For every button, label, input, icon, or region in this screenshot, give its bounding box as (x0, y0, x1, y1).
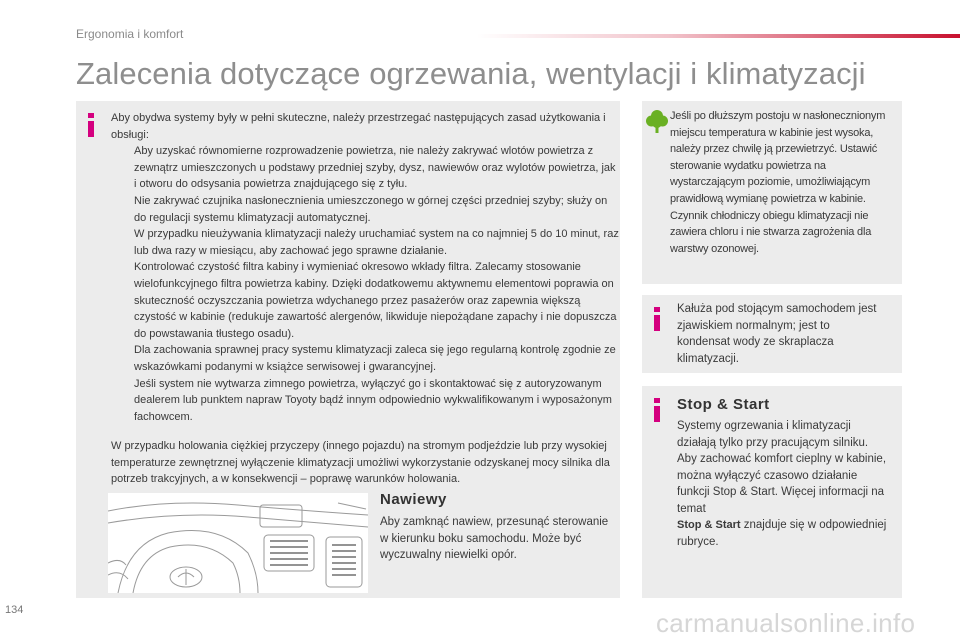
info-icon (649, 307, 665, 331)
section-label: Ergonomia i komfort (76, 27, 184, 41)
stop-start-reference: Stop & Start (677, 519, 741, 531)
vents-text: Aby zamknąć nawiew, przesunąć sterowanie w kierunku boku samochodu. Może być wyczuwalny niewielki opór. (380, 516, 609, 561)
recommendation-list (111, 143, 619, 425)
page-number: 134 (5, 604, 24, 616)
page-title: Zalecenia dotyczące ogrzewania, wentylacji i klimatyzacji (76, 56, 866, 91)
puddle-text: Kałuża pod stojącym samochodem jest zjawiskiem normalnym; jest to kondensat wody ze skraplacza klimatyzacji. (677, 303, 877, 365)
eco-text: Jeśli po dłuższym postoju w nasłonecznionym miejscu temperatura w kabinie jest wysoka, należy przez chwilę ją przewietrzyć. Ustawić sterowanie wydatku powietrza na wystarczającym poziomie, umożliwiającym prawidłową wymianę powietrza w kabinie. Czynnik chłodniczy obiegu klimatyzacji nie zawiera chloru i nie stwarza zagrożenia dla warstwy ozonowej. (670, 110, 886, 255)
info-icon (83, 113, 99, 137)
towing-note: W przypadku holowania ciężkiej przyczepy (innego pojazdu) na stromym podjeździe lub przy wysokiej temperaturze zewnętrznej wyłączenie klimatyzacji umożliwi wykorzystanie odzyskanej mocy silnika dla potrzeb trakcyjnych, a w konsekwencji – poprawę warunków holowania. (111, 440, 610, 486)
list-item: W przypadku nieużywania klimatyzacji należy uruchamiać system na co najmniej 5 do 10 minut, raz lub dwa razy w miesiącu, aby zachować jego sprawne działanie. (134, 228, 619, 257)
list-item: Dla zachowania sprawnej pracy systemu klimatyzacji zaleca się jego regularną kontrolę zgodnie ze wskazówkami podanymi w książce serwisowej i gwarancyjnej. (134, 344, 616, 373)
intro-text: Aby obydwa systemy były w pełni skuteczne, należy przestrzegać następujących zasad użytkowania i obsługi: (111, 112, 606, 141)
eco-tip-panel (642, 101, 902, 284)
stop-start-text: Systemy ogrzewania i klimatyzacji działają tylko przy pracującym silniku. Aby zachować komfort cieplny w kabinie, można wyłączyć czasowo działanie funkcji Stop & Start. Więcej informacji na temat Stop & Start znajduje się w odpowiedniej rubryce. (677, 420, 887, 548)
list-item: Nie zakrywać czujnika nasłonecznienia umieszczonego w górnej części przedniej szyby; służy on do regulacji systemu klimatyzacji automatycznej. (134, 194, 608, 224)
stop-start-heading: Stop & Start (677, 396, 770, 413)
list-item: Aby uzyskać równomierne rozprowadzenie powietrza, nie należy zakrywać wlotów powietrza z zewnątrz umieszczonych u podstawy przedniej szyby, dysz, nawiewów oraz wylotów powietrza, jak i otworu do odsysania powietrza znajdującego się z tyłu. (134, 145, 616, 191)
header-rule (476, 34, 960, 38)
stop-start-panel (642, 386, 902, 598)
list-item: Kontrolować czystość filtra kabiny i wymieniać okresowo wkłady filtra. Zalecamy stosowanie wielofunkcyjnego filtra powietrza kabiny. Dzięki dodatkowemu aktywnemu elementowi poprawia on skuteczność oczyszczania powietrza wdychanego przez pasażerów oraz zapewnia większą czystość w kabinie (redukuje zawartość alergenów, likwiduje niepożądane zapachy i nie dopuszcza do powstawania tłustego osadu). (134, 261, 617, 340)
eco-leaf-icon (646, 109, 668, 133)
watermark: carmanualsonline.info (656, 608, 916, 638)
vents-heading: Nawiewy (380, 491, 447, 508)
vent-illustration (108, 493, 368, 593)
list-item: Jeśli system nie wytwarza zimnego powietrza, wyłączyć go i skontaktować się z autoryzowanym dealerem lub punktem napraw Toyoty bądź innym odpowiednio wykwalifikowanym i wyposażonym fachowcem. (134, 377, 612, 423)
puddle-info-panel (642, 295, 902, 373)
main-info-panel (76, 101, 620, 598)
info-icon (649, 398, 665, 422)
main-panel-text (111, 110, 619, 425)
dashboard-drawing (108, 493, 368, 593)
